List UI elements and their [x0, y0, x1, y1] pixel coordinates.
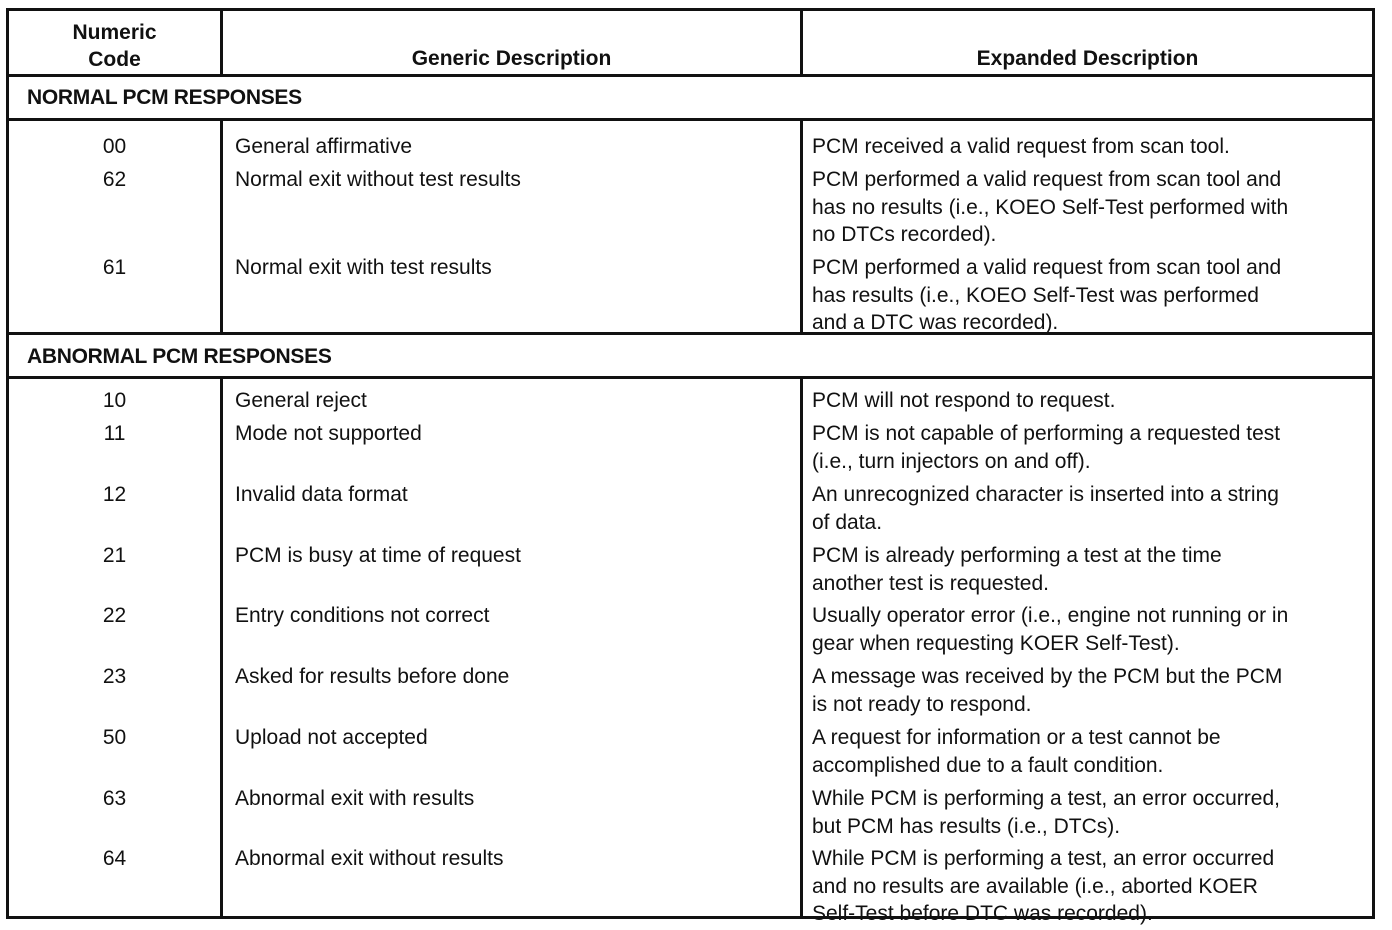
numeric-code-cell: 11	[103, 422, 126, 445]
numeric-code-cell: 62	[102, 168, 127, 191]
expanded-description-line: A request for information or a test cannot be	[812, 726, 1221, 749]
expanded-description-line: but PCM has results (i.e., DTCs).	[812, 814, 1121, 838]
expanded-description-line: has no results (i.e., KOEO Self-Test performed with	[812, 195, 1289, 219]
expanded-description-line: has results (i.e., KOEO Self-Test was performed	[812, 283, 1259, 307]
numeric-code-cell: 12	[102, 483, 127, 506]
generic-description-cell: Entry conditions not correct	[235, 604, 490, 627]
section-title: NORMAL PCM RESPONSES	[27, 86, 302, 109]
generic-description-cell: Asked for results before done	[235, 665, 510, 688]
numeric-code-cell: 64	[102, 847, 127, 870]
expanded-description-line: PCM received a valid request from scan tool.	[812, 135, 1230, 158]
expanded-description-line: While PCM is performing a test, an error occurred	[812, 847, 1275, 870]
numeric-code-cell: 22	[102, 604, 127, 627]
numeric-code-cell: 61	[102, 256, 127, 279]
expanded-description-line: and a DTC was recorded).	[812, 311, 1059, 334]
numeric-code-cell: 23	[102, 665, 127, 688]
expanded-description-line: another test is requested.	[812, 571, 1049, 595]
section-title: ABNORMAL PCM RESPONSES	[27, 345, 332, 368]
generic-description-cell: Normal exit without test results	[235, 168, 521, 191]
section-normal-title	[9, 77, 1372, 121]
expanded-description-cell	[812, 420, 1368, 475]
header-code-line1: Numeric	[72, 21, 157, 44]
expanded-description-line: no DTCs recorded).	[812, 223, 997, 246]
expanded-description-line: PCM performed a valid request from scan tool and	[812, 256, 1282, 279]
numeric-code-cell: 50	[102, 726, 127, 749]
expanded-description-line: PCM performed a valid request from scan tool and	[812, 168, 1282, 191]
expanded-description-cell	[812, 724, 1368, 779]
expanded-description-line: Self-Test before DTC was recorded).	[812, 902, 1153, 925]
expanded-description-line: gear when requesting KOER Self-Test).	[812, 631, 1180, 655]
numeric-code-cell: 00	[102, 135, 127, 158]
generic-description-cell: PCM is busy at time of request	[235, 544, 521, 567]
generic-description-cell: Mode not supported	[235, 422, 422, 445]
column-divider	[800, 121, 803, 332]
expanded-description-cell	[812, 602, 1368, 657]
response-code-table	[6, 8, 1375, 925]
expanded-description-cell	[812, 481, 1368, 536]
section-normal-body	[9, 121, 1372, 332]
generic-description-cell: Normal exit with test results	[235, 256, 492, 279]
expanded-description-line: (i.e., turn injectors on and off).	[812, 449, 1091, 473]
expanded-description-cell	[812, 785, 1368, 840]
expanded-description-cell	[812, 254, 1368, 337]
expanded-description-line: of data.	[812, 510, 883, 534]
expanded-description-cell	[812, 542, 1368, 597]
numeric-code-cell: 21	[102, 544, 127, 567]
column-divider	[220, 121, 223, 332]
expanded-description-line: accomplished due to a fault condition.	[812, 753, 1164, 777]
generic-description-cell: Abnormal exit with results	[235, 787, 475, 810]
expanded-description-cell	[812, 387, 1368, 415]
expanded-description-cell	[812, 845, 1368, 928]
numeric-code-cell: 63	[102, 787, 127, 810]
expanded-description-cell	[812, 133, 1368, 161]
expanded-description-line: and no results are available (i.e., aborted KOER	[812, 874, 1258, 898]
generic-description-cell: Invalid data format	[235, 483, 408, 506]
section-abnormal-title	[9, 332, 1372, 379]
column-divider	[800, 379, 803, 916]
generic-description-cell: General affirmative	[235, 135, 413, 158]
header-generic-label: Generic Description	[411, 47, 612, 70]
expanded-description-line: PCM will not respond to request.	[812, 389, 1116, 412]
expanded-description-line: PCM is already performing a test at the time	[812, 544, 1222, 567]
expanded-description-cell	[812, 663, 1368, 718]
expanded-description-cell	[812, 166, 1368, 249]
expanded-description-line: A message was received by the PCM but the PCM	[812, 665, 1283, 688]
header-expanded-description	[803, 11, 1372, 74]
expanded-description-line: An unrecognized character is inserted into a string	[812, 483, 1279, 506]
generic-description-cell: Abnormal exit without results	[235, 847, 504, 870]
header-numeric-code	[9, 11, 223, 74]
expanded-description-line: While PCM is performing a test, an error occurred,	[812, 787, 1280, 810]
expanded-description-line: PCM is not capable of performing a requested test	[812, 422, 1281, 445]
header-generic-description	[223, 11, 803, 74]
header-expanded-label: Expanded Description	[976, 47, 1199, 70]
column-divider	[220, 379, 223, 916]
generic-description-cell: Upload not accepted	[235, 726, 428, 749]
header-code-line2: Code	[88, 48, 141, 71]
generic-description-cell: General reject	[235, 389, 367, 412]
expanded-description-line: is not ready to respond.	[812, 692, 1032, 716]
numeric-code-cell: 10	[102, 389, 127, 412]
expanded-description-line: Usually operator error (i.e., engine not running or in	[812, 604, 1289, 627]
table-header	[9, 11, 1372, 77]
section-abnormal-body	[9, 379, 1372, 925]
